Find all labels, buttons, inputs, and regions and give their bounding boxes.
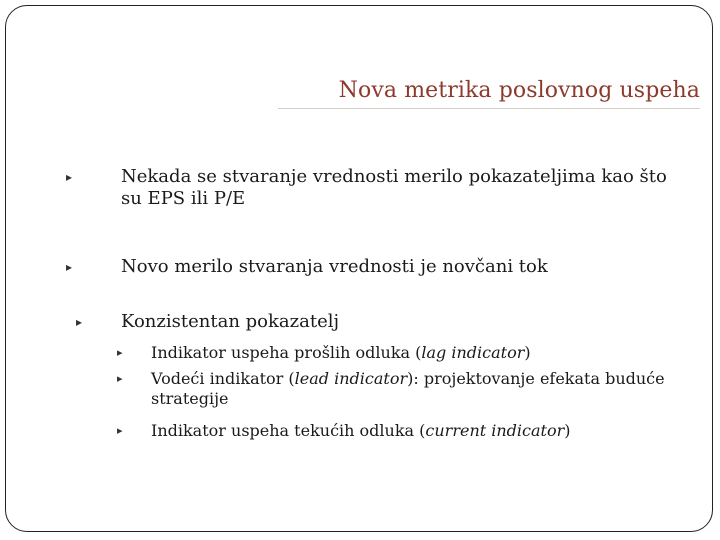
sub-bullet-text-pre: Indikator uspeha tekućih odluka ( xyxy=(151,421,426,440)
bullet-item-consistent xyxy=(76,311,701,333)
bullet-text-line2: su EPS ili P/E xyxy=(121,188,246,209)
sub-bullet-text-post: ) xyxy=(524,343,531,362)
bullet-marker-icon: ▸ xyxy=(66,260,73,274)
bullet-text: Novo merilo stvaranja vrednosti je novčani tok xyxy=(121,256,548,277)
bullet-marker-icon: ▸ xyxy=(66,170,73,184)
sub-bullet-italic: current indicator xyxy=(425,421,565,440)
slide-title: Nova metrika poslovnog uspeha xyxy=(338,78,700,103)
slide-frame xyxy=(5,5,713,532)
sub-bullet-text-post: ): projektovanje efekata buduće xyxy=(407,369,665,388)
bullet-marker-icon: ▸ xyxy=(117,372,123,385)
sub-bullet-lag xyxy=(117,343,706,363)
sub-bullet-text-pre: Vodeći indikator ( xyxy=(151,369,295,388)
sub-bullet-text-post: ) xyxy=(564,421,571,440)
bullet-item-cash-flow xyxy=(66,256,701,278)
sub-bullet-text-line2: strategije xyxy=(151,389,229,408)
bullet-text: Konzistentan pokazatelj xyxy=(121,311,340,332)
sub-bullet-current xyxy=(117,421,706,441)
bullet-marker-icon: ▸ xyxy=(76,315,83,329)
sub-bullet-lead xyxy=(117,369,706,409)
bullet-marker-icon: ▸ xyxy=(117,346,123,359)
bullet-marker-icon: ▸ xyxy=(117,424,123,437)
title-divider xyxy=(278,108,700,109)
bullet-text-line1: Nekada se stvaranje vrednosti merilo pokazateljima kao što xyxy=(121,166,667,187)
sub-bullet-italic: lag indicator xyxy=(421,343,525,362)
bullet-item-eps xyxy=(66,166,701,210)
sub-bullet-italic: lead indicator xyxy=(294,369,408,388)
sub-bullet-text-pre: Indikator uspeha prošlih odluka ( xyxy=(151,343,422,362)
